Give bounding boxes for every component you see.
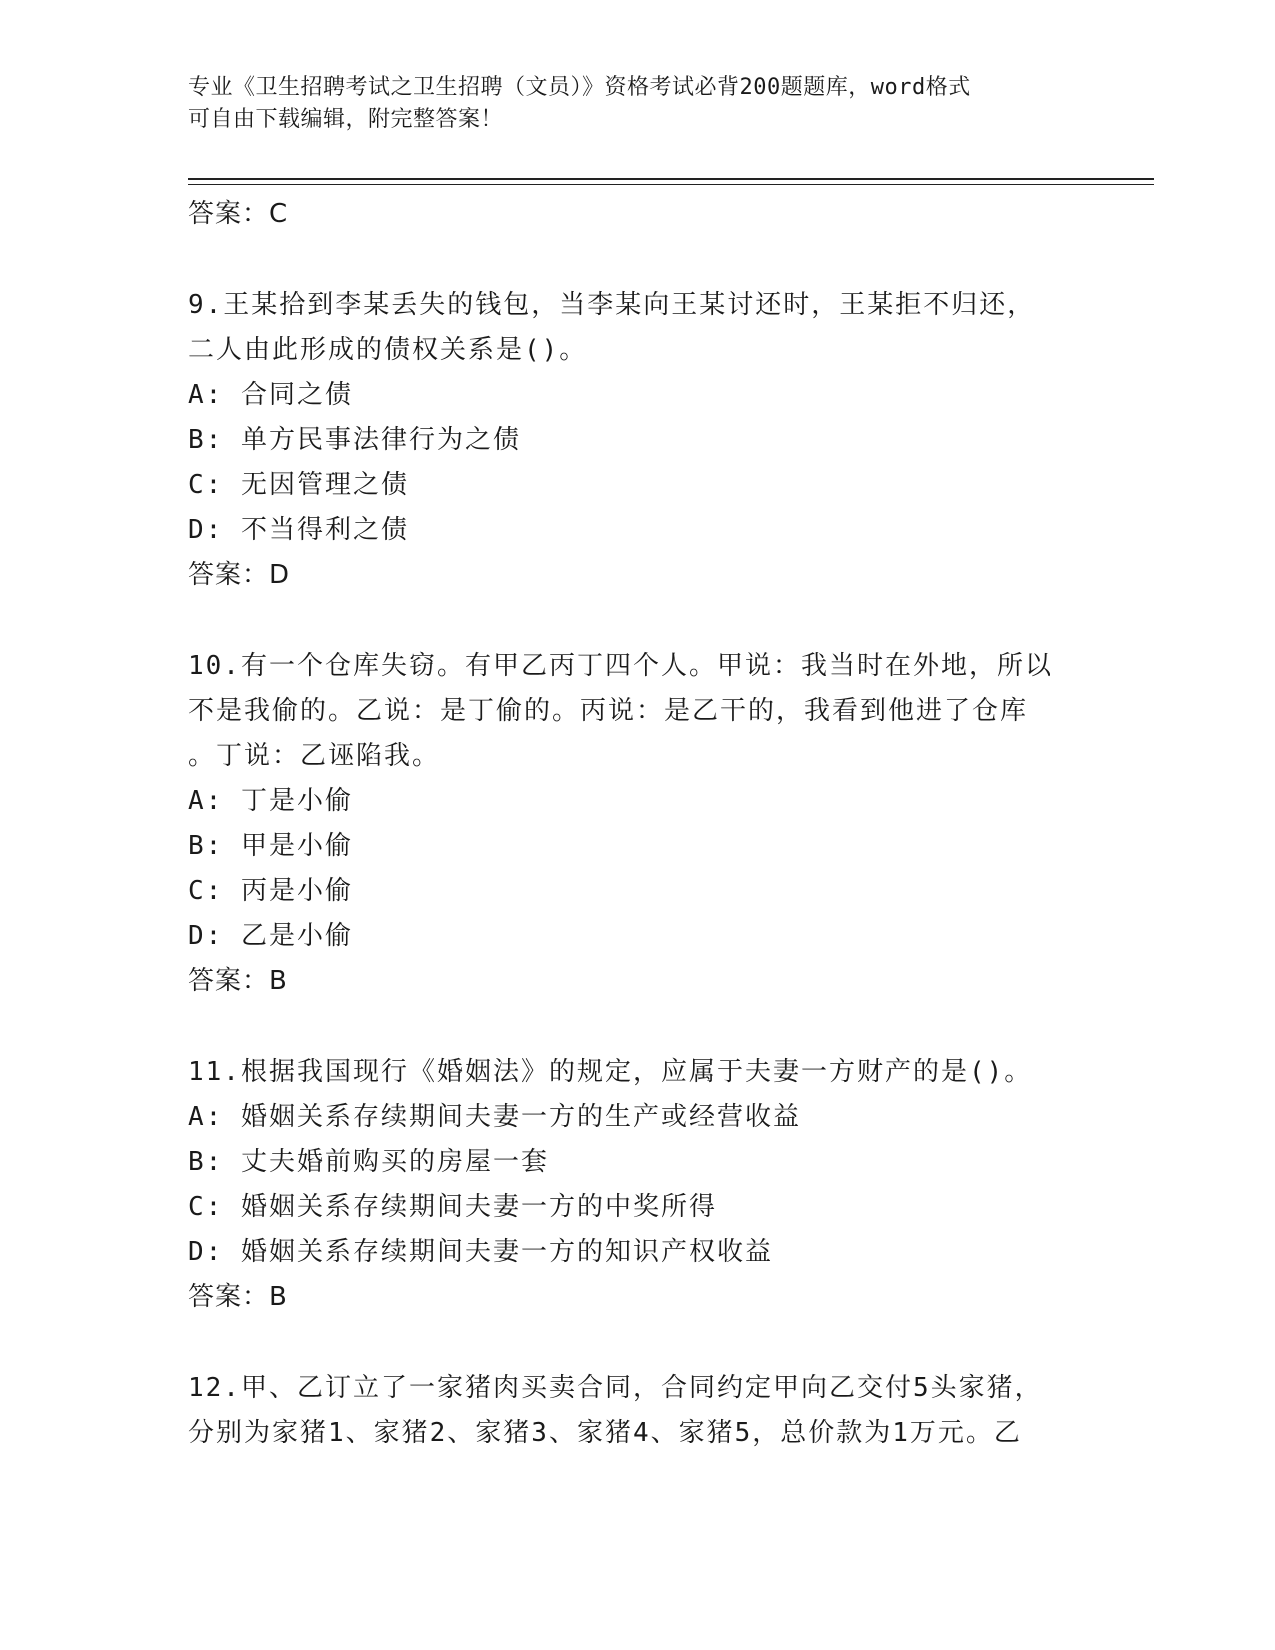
option-d: D: 婚姻关系存续期间夫妻一方的知识产权收益 — [188, 1237, 773, 1267]
header-rule-thick — [188, 178, 1154, 180]
option-a: A: 丁是小偷 — [188, 786, 353, 816]
option-c: C: 丙是小偷 — [188, 876, 353, 906]
answer-label: 答案：D — [188, 560, 291, 590]
question-stem-line: 12.甲、乙订立了一家猪肉买卖合同，合同约定甲向乙交付5头家猪， — [188, 1373, 1043, 1403]
option-c: C: 婚姻关系存续期间夫妻一方的中奖所得 — [188, 1192, 717, 1222]
question-stem-line: 10.有一个仓库失窃。有甲乙丙丁四个人。甲说：我当时在外地，所以 — [188, 651, 1053, 681]
question-11 — [188, 1050, 1088, 1320]
answer-label: 答案：B — [188, 1282, 288, 1312]
question-10 — [188, 644, 1088, 1004]
option-a: A: 合同之债 — [188, 380, 353, 410]
option-b: B: 丈夫婚前购买的房屋一套 — [188, 1147, 549, 1177]
question-stem-line: 11.根据我国现行《婚姻法》的规定，应属于夫妻一方财产的是()。 — [188, 1057, 1033, 1087]
header-line-1: 专业《卫生招聘考试之卫生招聘（文员）》资格考试必背200题题库，word格式 — [188, 75, 971, 100]
question-12 — [188, 1366, 1088, 1456]
question-stem-line: 分别为家猪1、家猪2、家猪3、家猪4、家猪5，总价款为1万元。乙 — [188, 1418, 1022, 1448]
document-header — [188, 72, 1068, 136]
option-a: A: 婚姻关系存续期间夫妻一方的生产或经营收益 — [188, 1102, 801, 1132]
question-9 — [188, 283, 1088, 598]
header-line-2: 可自由下载编辑，附完整答案！ — [188, 107, 504, 132]
option-d: D: 乙是小偷 — [188, 921, 353, 951]
question-list — [188, 192, 1088, 1456]
question-stem-line: 不是我偷的。乙说：是丁偷的。丙说：是乙干的，我看到他进了仓库 — [188, 696, 1029, 726]
previous-answer: 答案：C — [188, 199, 289, 229]
option-d: D: 不当得利之债 — [188, 515, 409, 545]
question-stem-line: 9.王某拾到李某丢失的钱包，当李某向王某讨还时，王某拒不归还， — [188, 290, 1036, 320]
answer-label: 答案：B — [188, 966, 288, 996]
header-rule-thin — [188, 184, 1154, 185]
question-stem-line: 。丁说：乙诬陷我。 — [188, 741, 441, 771]
option-b: B: 单方民事法律行为之债 — [188, 425, 521, 455]
option-b: B: 甲是小偷 — [188, 831, 353, 861]
question-stem-line: 二人由此形成的债权关系是()。 — [188, 335, 588, 365]
option-c: C: 无因管理之债 — [188, 470, 409, 500]
